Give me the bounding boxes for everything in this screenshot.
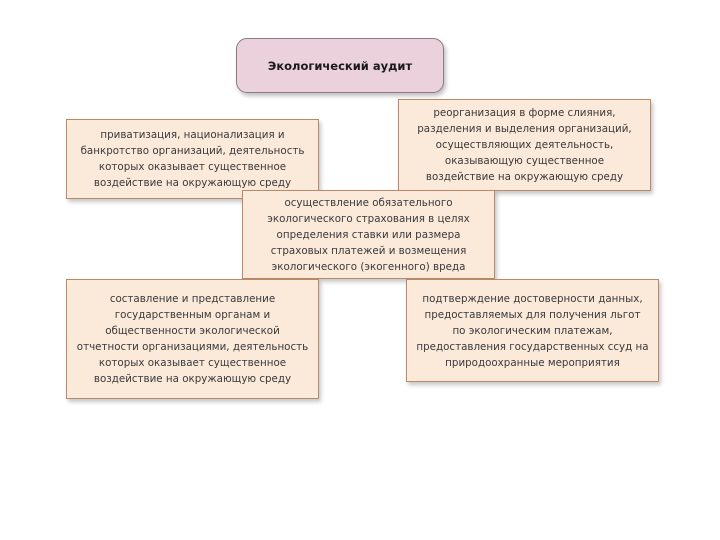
box-text-line: государственным органам и [114,309,271,321]
box-text-line: оказывающую существенное [444,155,605,167]
box-text-line: осуществление обязательного [284,196,453,209]
box-text-line: предоставляемых для получения льгот [424,308,641,321]
box-text-line: составление и представление [109,293,276,305]
box-text-line: по экологическим платежам, [452,324,613,337]
box-text-line: страховых платежей и возмещения [270,244,467,257]
box-privatization [66,119,319,199]
box-text-line: предоставления государственных ссуд на [416,340,649,353]
box-reporting [66,279,319,399]
box-data-verification [406,279,659,382]
box-text-line: приватизация, национализация и [100,129,285,141]
box-text-line: которых оказывает существенное [98,161,287,173]
box-text-line: подтверждение достоверности данных, [422,292,643,305]
box-text-line: экологического страхования в целях [267,212,470,225]
box-reorganization [398,99,651,191]
box-text-line: реорганизация в форме слияния, [433,107,616,119]
box-text-line: отчетности организациями, деятельность [76,341,309,353]
box-text-line: экологического (экогенного) вреда [271,260,466,273]
box-text-line: воздействие на окружающую среду [93,177,292,189]
box-text-line: которых оказывает существенное [98,357,287,369]
box-text-line: природоохранные мероприятия [445,356,620,369]
box-text-line: воздействие на окружающую среду [425,171,624,183]
box-text-line: разделения и выделения организаций, [417,123,632,135]
box-insurance [242,190,495,279]
box-text-line: банкротство организаций, деятельность [80,145,305,157]
box-text-line: общественности экологической [105,325,280,337]
box-text-line: определения ставки или размера [276,228,461,241]
diagram-title [236,38,444,93]
box-text-line: воздействие на окружающую среду [93,373,292,385]
diagram-title-text: Экологический аудит [267,58,413,73]
box-text-line: осуществляющих деятельность, [435,139,614,151]
